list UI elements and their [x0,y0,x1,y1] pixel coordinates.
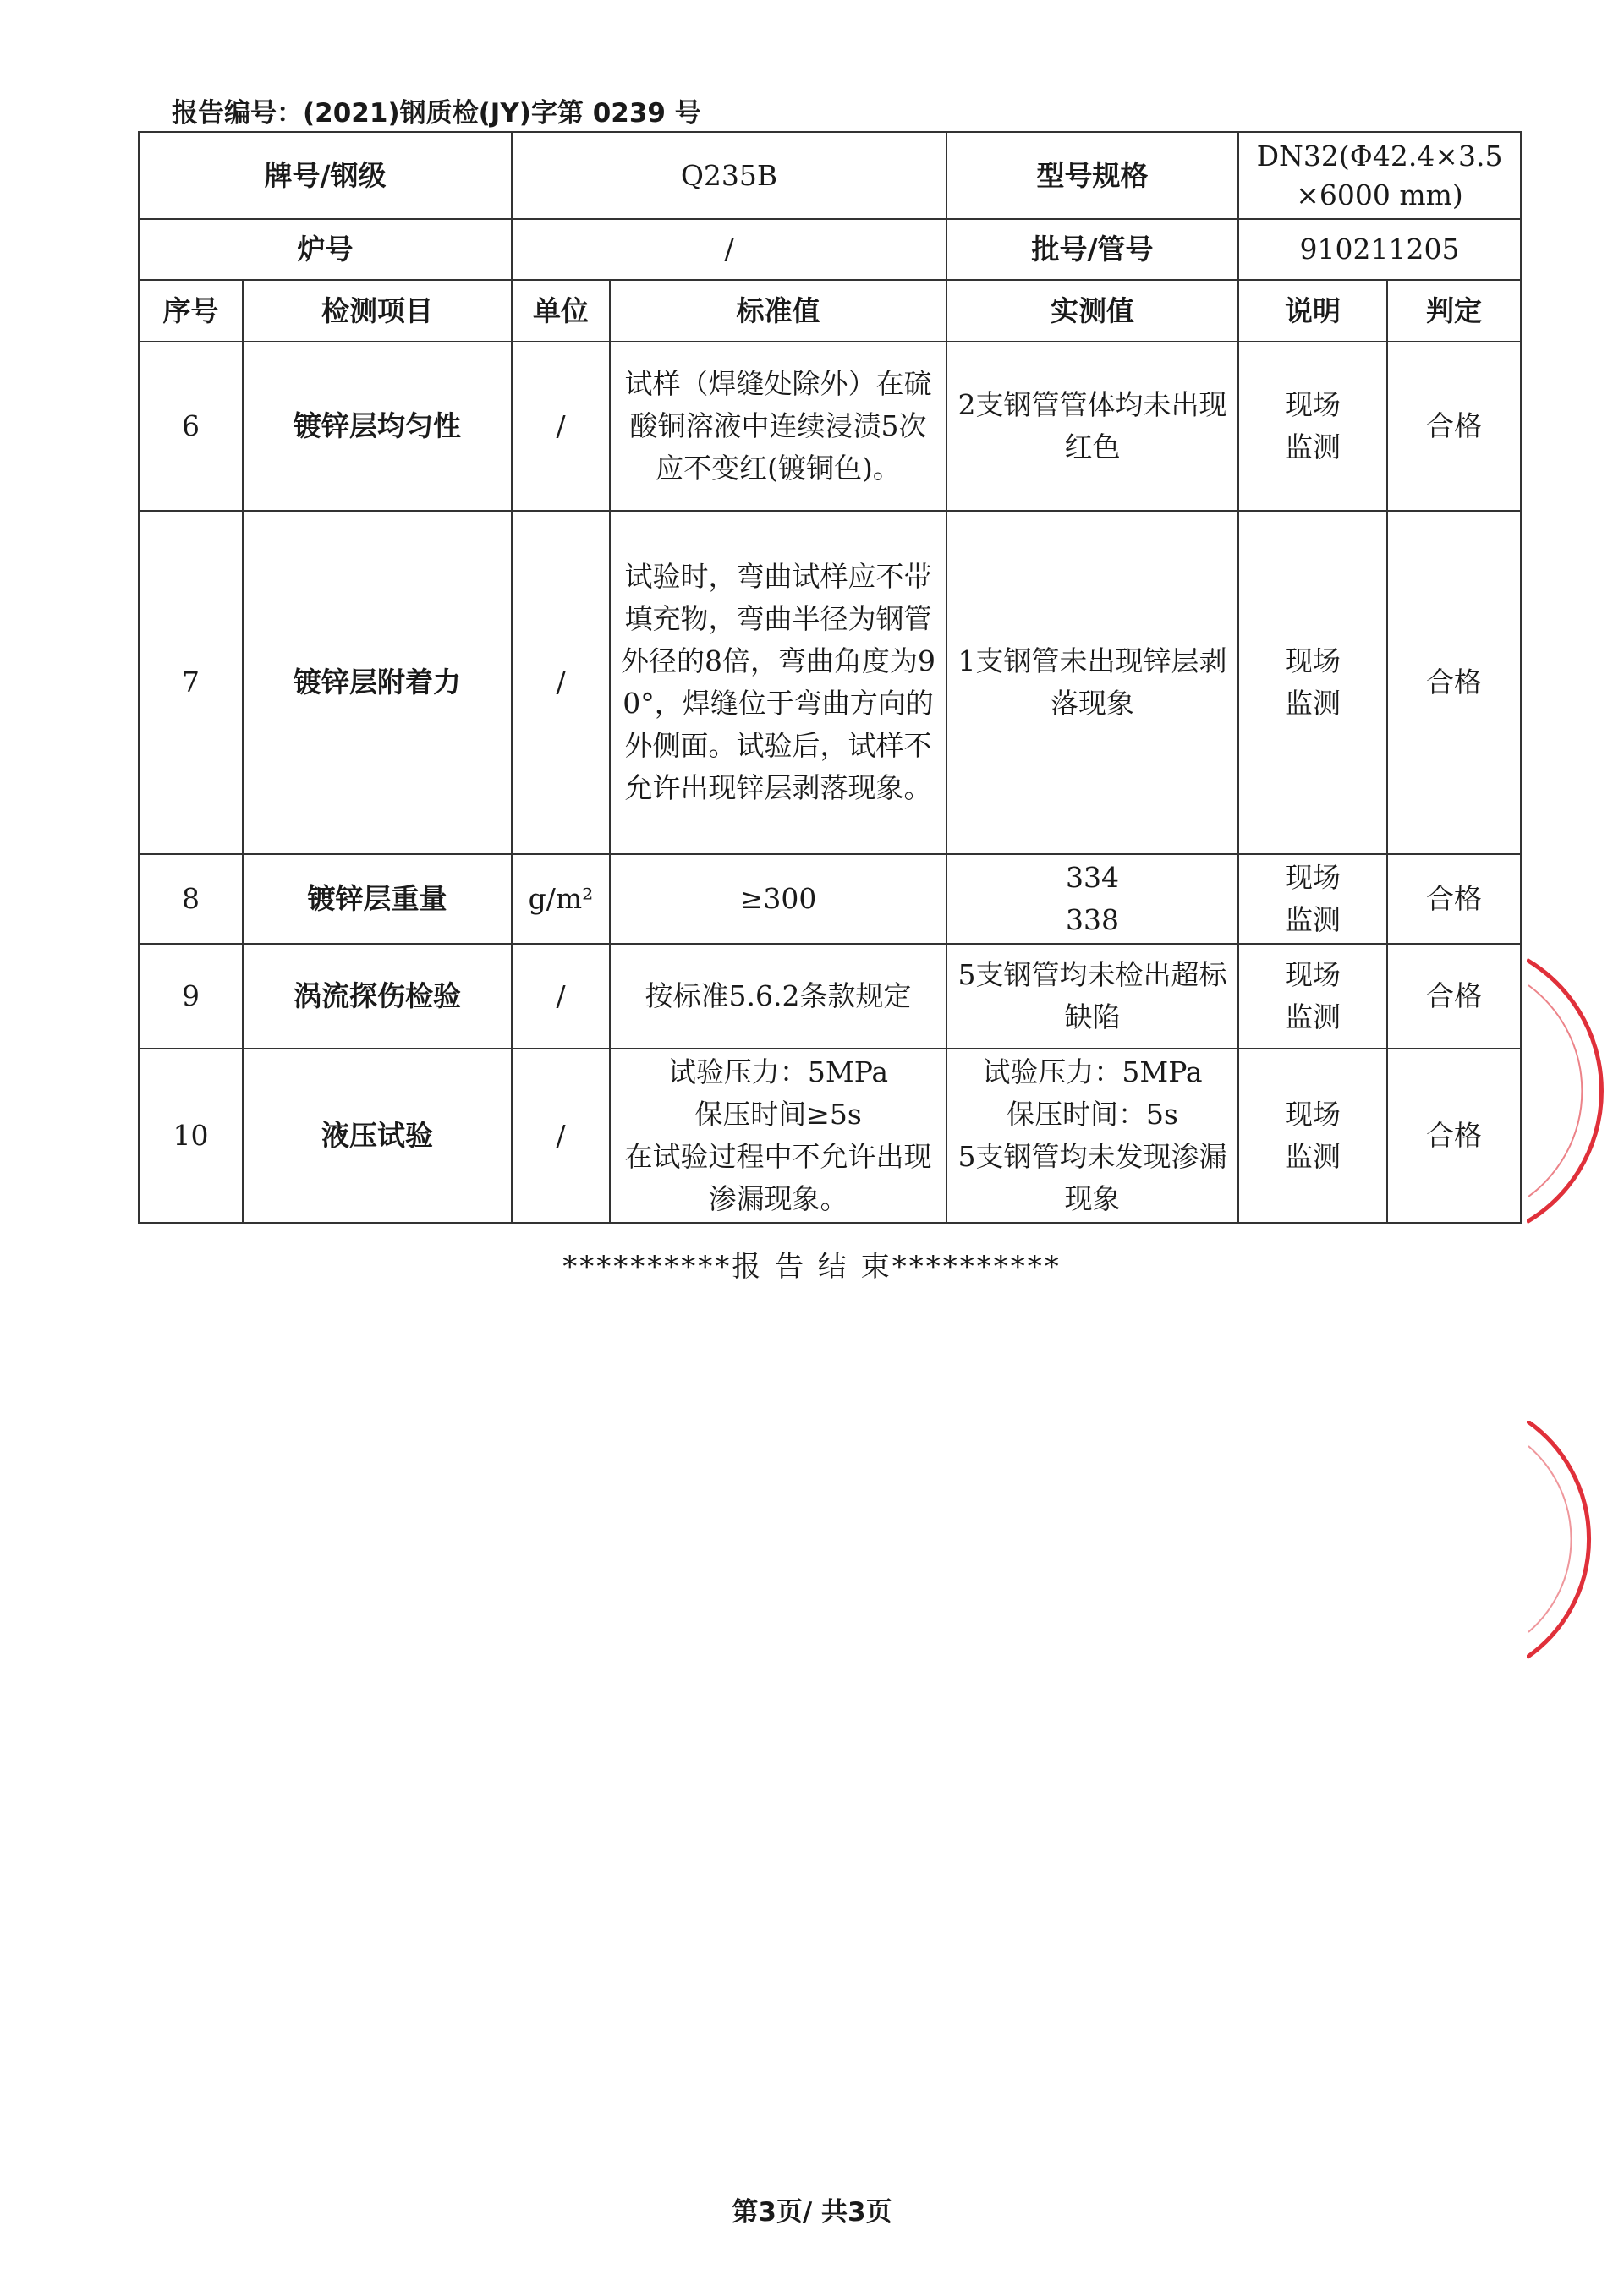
spec-value: DN32(Φ42.4×3.5×6000 mm) [1238,132,1521,219]
col-no: 序号 [139,280,243,342]
column-header-row [139,280,1521,342]
row-note: 现场 监测 [1238,511,1387,854]
row-note: 现场 监测 [1238,944,1387,1049]
table-row [139,854,1521,944]
col-verdict: 判定 [1387,280,1521,342]
table-row [139,511,1521,854]
row-verdict: 合格 [1387,944,1521,1049]
row-no: 8 [139,854,243,944]
row-standard: 试验压力：5MPa 保压时间≥5s 在试验过程中不允许出现渗漏现象。 [610,1049,946,1223]
col-standard: 标准值 [610,280,946,342]
row-measured: 2支钢管管体均未出现红色 [946,342,1238,511]
row-verdict: 合格 [1387,511,1521,854]
row-no: 10 [139,1049,243,1223]
row-no: 6 [139,342,243,511]
page-number: 第3页/ 共3页 [732,2197,892,2228]
row-note: 现场 监测 [1238,342,1387,511]
row-standard: 按标准5.6.2条款规定 [610,944,946,1049]
table-row [139,944,1521,1049]
table-row [139,1049,1521,1223]
col-measured: 实测值 [946,280,1238,342]
row-standard: ≥300 [610,854,946,944]
col-note: 说明 [1238,280,1387,342]
row-measured: 试验压力：5MPa 保压时间：5s 5支钢管均未发现渗漏现象 [946,1049,1238,1223]
row-note: 现场 监测 [1238,1049,1387,1223]
row-verdict: 合格 [1387,342,1521,511]
batch-label: 批号/管号 [946,219,1238,280]
col-item: 检测项目 [243,280,512,342]
heat-label: 炉号 [139,219,512,280]
heat-value: / [512,219,946,280]
row-unit: / [512,342,610,511]
seal-stamp-icon [1527,1421,1624,1666]
report-end-marker: **********报 告 结 束********** [562,1250,1062,1284]
row-measured: 5支钢管均未检出超标缺陷 [946,944,1238,1049]
grade-spec-row [139,132,1521,219]
row-no: 7 [139,511,243,854]
row-unit: / [512,944,610,1049]
row-measured: 334 338 [946,854,1238,944]
row-standard: 试验时，弯曲试样应不带填充物，弯曲半径为钢管外径的8倍，弯曲角度为90°，焊缝位于弯曲方向的外侧面。试验后，试样不允许出现锌层剥落现象。 [610,511,946,854]
row-verdict: 合格 [1387,1049,1521,1223]
col-unit: 单位 [512,280,610,342]
grade-value: Q235B [512,132,946,219]
row-item: 镀锌层均匀性 [243,342,512,511]
row-unit: / [512,511,610,854]
batch-value: 910211205 [1238,219,1521,280]
row-standard: 试样（焊缝处除外）在硫酸铜溶液中连续浸渍5次应不变红(镀铜色)。 [610,342,946,511]
row-verdict: 合格 [1387,854,1521,944]
row-no: 9 [139,944,243,1049]
report-number: 报告编号：(2021)钢质检(JY)字第 0239 号 [172,98,701,129]
row-item: 液压试验 [243,1049,512,1223]
row-item: 镀锌层附着力 [243,511,512,854]
heat-batch-row [139,219,1521,280]
grade-label: 牌号/钢级 [139,132,512,219]
row-item: 涡流探伤检验 [243,944,512,1049]
table-row [139,342,1521,511]
row-note: 现场 监测 [1238,854,1387,944]
row-measured: 1支钢管未出现锌层剥落现象 [946,511,1238,854]
spec-label: 型号规格 [946,132,1238,219]
row-unit: / [512,1049,610,1223]
inspection-table [138,131,1522,1224]
row-item: 镀锌层重量 [243,854,512,944]
row-unit: g/m² [512,854,610,944]
seal-stamp-icon [1527,947,1624,1235]
